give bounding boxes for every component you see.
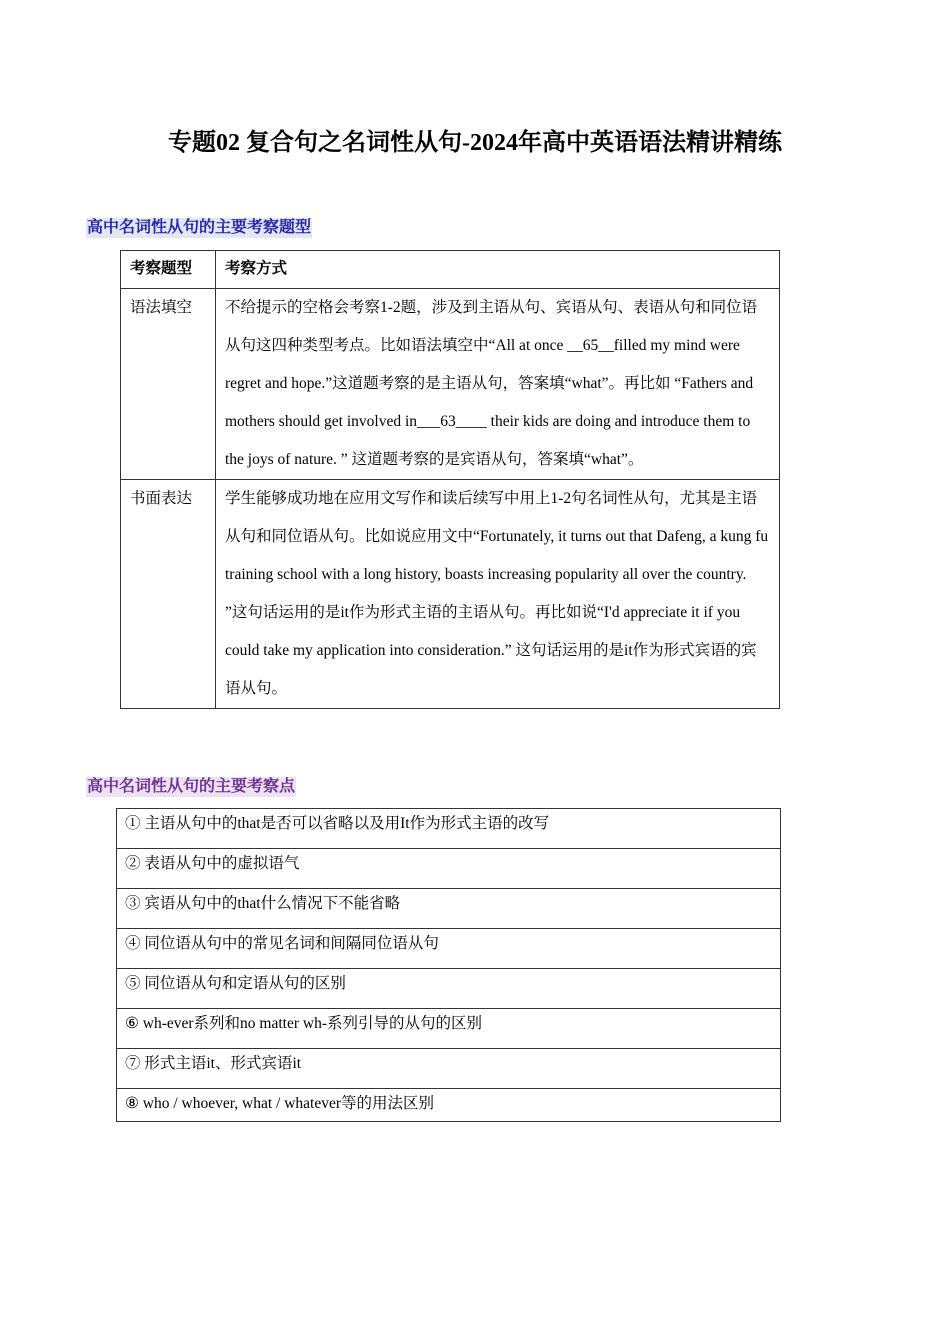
list-item: ⑦ 形式主语it、形式宾语it	[117, 1049, 781, 1089]
list-item: ⑧ who / whoever, what / whatever等的用法区别	[117, 1089, 781, 1122]
header-question-type: 考察题型	[121, 251, 216, 289]
list-item: ⑥ wh-ever系列和no matter wh-系列引导的从句的区别	[117, 1009, 781, 1049]
question-types-table	[120, 250, 780, 709]
list-item: ③ 宾语从句中的that什么情况下不能省略	[117, 889, 781, 929]
section-heading-key-points: 高中名词性从句的主要考察点	[87, 778, 296, 795]
table-header-row	[121, 251, 780, 289]
key-points-table	[116, 808, 781, 1122]
list-item: ② 表语从句中的虚拟语气	[117, 849, 781, 889]
table-row	[121, 289, 780, 480]
header-assessment-method: 考察方式	[216, 251, 780, 289]
page-title: 专题02 复合句之名词性从句-2024年高中英语语法精讲精练	[168, 130, 782, 156]
row-type: 书面表达	[121, 480, 216, 709]
row-type: 语法填空	[121, 289, 216, 480]
table-row	[121, 480, 780, 709]
list-item: ⑤ 同位语从句和定语从句的区别	[117, 969, 781, 1009]
row-description: 学生能够成功地在应用文写作和读后续写中用上1-2句名词性从句，尤其是主语从句和同位语从句。比如说应用文中“Fortunately, it turns out that Dafeng, a kung fu training school with a long history, boasts increasing popularity all over the country. ”这句话运用的是it作为形式主语的主语从句。再比如说“I'd appreciate it if you could take my application into consideration.” 这句话运用的是it作为形式宾语的宾语从句。	[216, 480, 780, 709]
list-item: ④ 同位语从句中的常见名词和间隔同位语从句	[117, 929, 781, 969]
list-item: ① 主语从句中的that是否可以省略以及用It作为形式主语的改写	[117, 809, 781, 849]
section-heading-question-types: 高中名词性从句的主要考察题型	[87, 219, 312, 236]
row-description: 不给提示的空格会考察1-2题，涉及到主语从句、宾语从句、表语从句和同位语从句这四种类型考点。比如语法填空中“All at once __65__filled my mind were regret and hope.”这道题考察的是主语从句，答案填“what”。再比如 “Fathers and mothers should get involved in___63____ their kids are doing and introduce them to the joys of nature. ” 这道题考察的是宾语从句，答案填“what”。	[216, 289, 780, 480]
